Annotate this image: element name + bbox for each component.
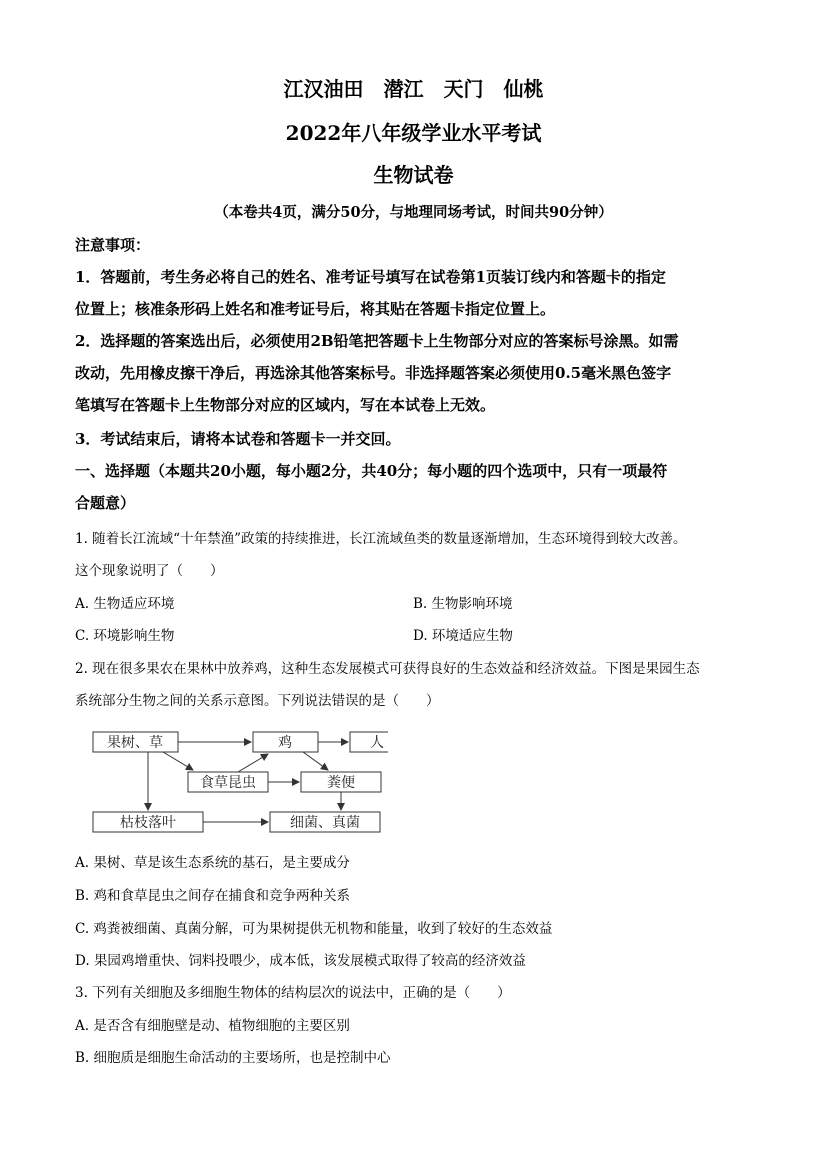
q2-option-c: C. 鸡粪被细菌、真菌分解，可为果树提供无机物和能量，收到了较好的生态效益 [75,921,553,937]
diagram-label-trees: 果树、草 [107,736,163,751]
q3-option-b: B. 细胞质是细胞生命活动的主要场所，也是控制中心 [75,1050,391,1066]
diagram-label-human: 人 [370,736,384,751]
notes-line: 1．答题前，考生务必将自己的姓名、准考证号填写在试卷第1页装订线内和答题卡的指定 [75,268,666,286]
section-heading: 一、选择题（本题共20小题，每小题2分，共40分；每小题的四个选项中，只有一项最符 [75,462,668,480]
q2-option-a: A. 果树、草是该生态系统的基石，是主要成分 [75,855,350,871]
q1-option-a: A. 生物适应环境 [75,596,175,612]
title-line-2: 2022年八年级学业水平考试 [285,121,542,145]
notes-line: 3．考试结束后，请将本试卷和答题卡一并交回。 [75,430,401,448]
q1-option-d: D. 环境适应生物 [413,628,513,644]
title-line-1: 江汉油田 潜江 天门 仙桃 [283,77,544,101]
question-2-text-cont: 系统部分生物之间的关系示意图。下列说法错误的是（ ） [75,693,440,709]
question-1-text-cont: 这个现象说明了（ ） [75,563,224,579]
q3-option-a: A. 是否含有细胞壁是动、植物细胞的主要区别 [75,1018,350,1034]
exam-subtitle: （本卷共4页，满分50分，与地理同场考试，时间共90分钟） [214,204,613,221]
notes-line: 笔填写在答题卡上生物部分对应的区域内，写在本试卷上无效。 [75,396,496,414]
diagram-label-decomposers: 细菌、真菌 [290,816,360,831]
question-2-text: 2. 现在很多果农在果林中放养鸡，这种生态发展模式可获得良好的生态效益和经济效益。下图是果园生态 [75,661,700,677]
notes-line: 改动，先用橡皮擦干净后，再选涂其他答案标号。非选择题答案必须使用0.5毫米黑色签字 [75,364,672,382]
notes-heading: 注意事项： [75,236,151,254]
diagram-label-insects: 食草昆虫 [200,776,256,791]
section-heading-cont: 合题意） [75,494,136,512]
ecosystem-diagram [88,718,388,843]
diagram-label-manure: 粪便 [327,776,355,791]
q2-option-b: B. 鸡和食草昆虫之间存在捕食和竞争两种关系 [75,888,351,904]
q1-option-c: C. 环境影响生物 [75,628,175,644]
q2-option-d: D. 果园鸡增重快、饲料投喂少，成本低，该发展模式取得了较高的经济效益 [75,953,526,969]
question-1-text: 1. 随着长江流域“十年禁渔”政策的持续推进，长江流域鱼类的数量逐渐增加，生态环境得到较大改善。 [75,531,687,547]
q1-option-b: B. 生物影响环境 [413,596,513,612]
notes-line: 位置上；核准条形码上姓名和准考证号后，将其贴在答题卡指定位置上。 [75,300,556,318]
diagram-label-chicken: 鸡 [278,736,292,751]
question-3-text: 3. 下列有关细胞及多细胞生物体的结构层次的说法中，正确的是（ ） [75,985,511,1001]
title-line-3: 生物试卷 [373,163,454,187]
diagram-label-litter: 枯枝落叶 [120,816,176,831]
notes-line: 2．选择题的答案选出后，必须使用2B铅笔把答题卡上生物部分对应的答案标号涂黑。如需 [75,332,679,350]
